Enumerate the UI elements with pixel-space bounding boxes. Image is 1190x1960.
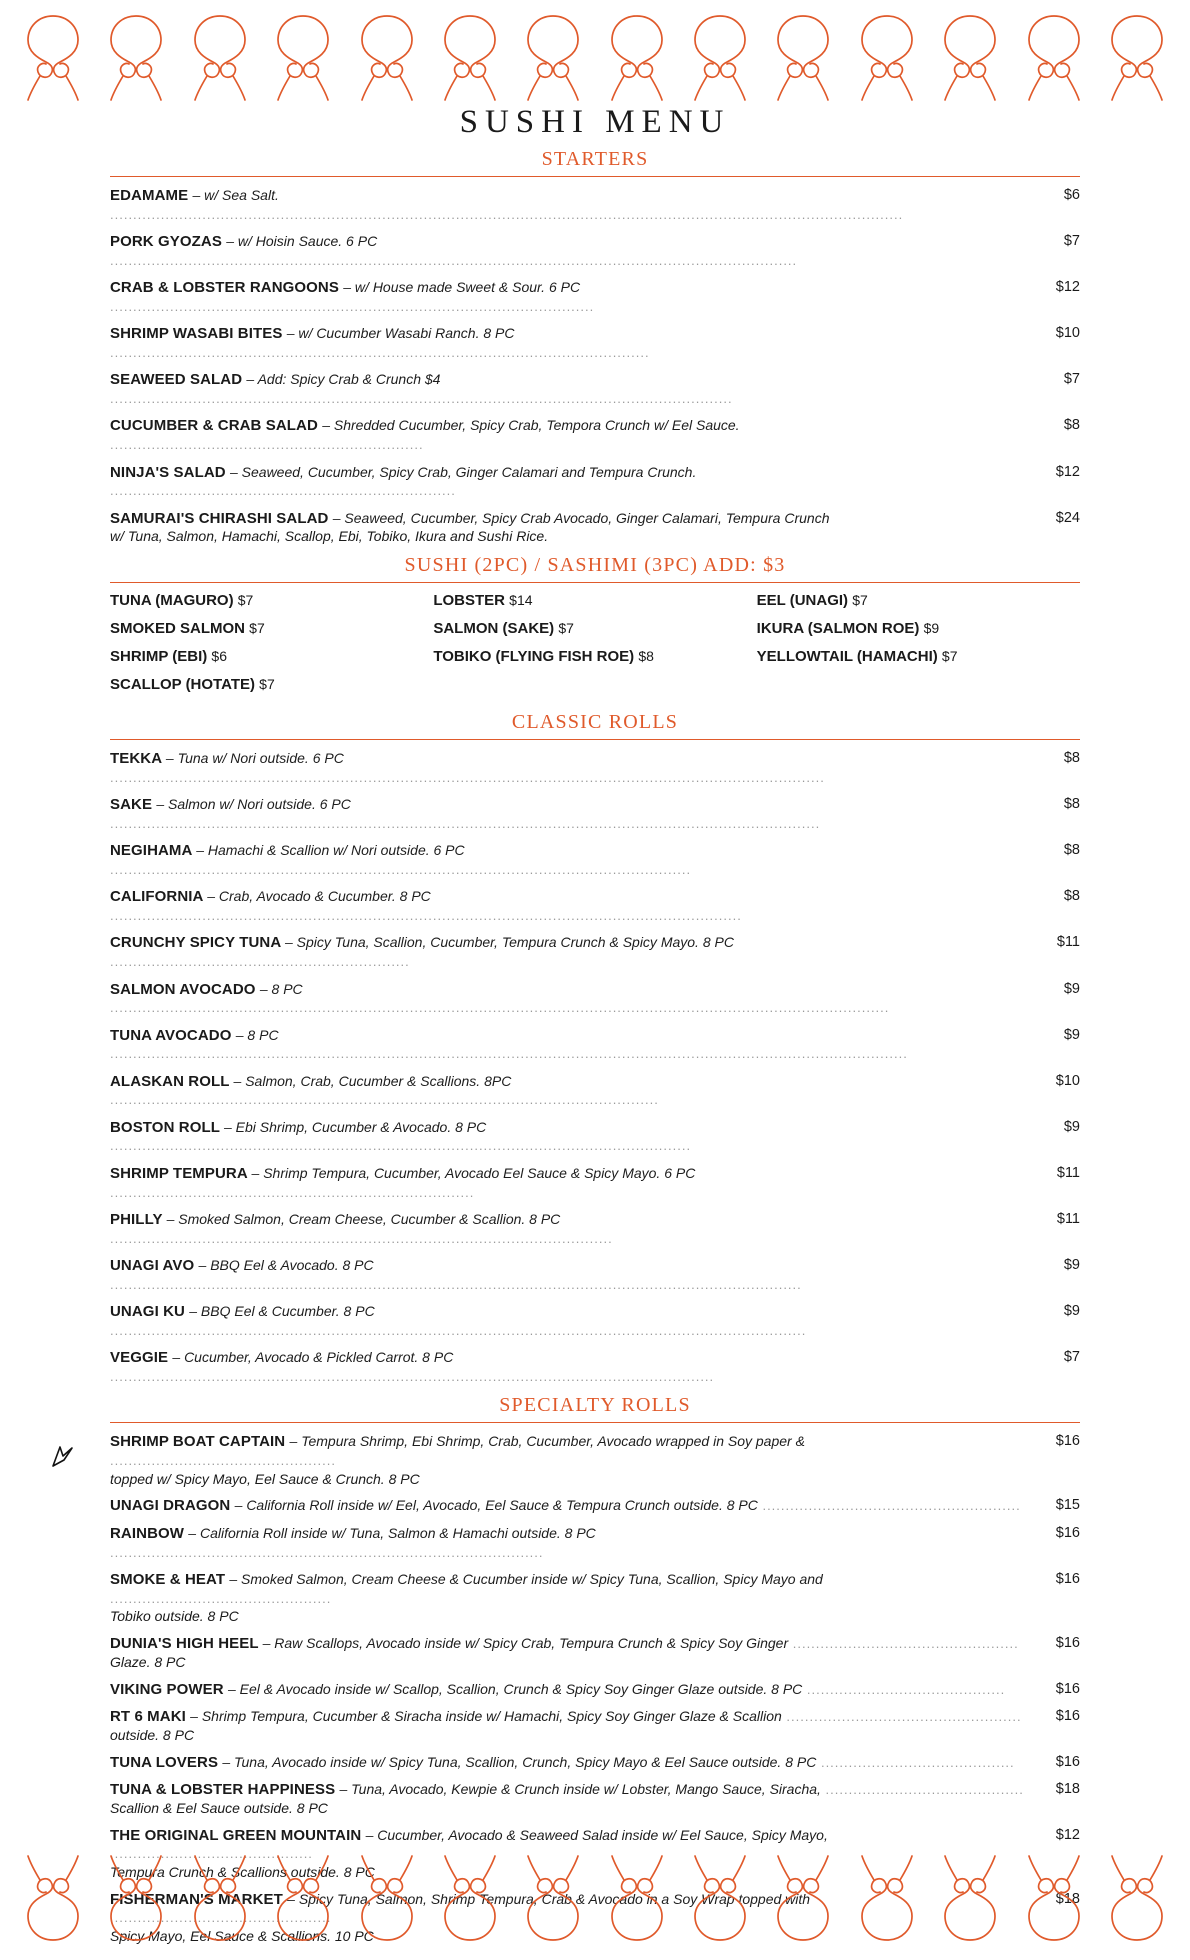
- menu-item-description: – Tuna w/ Nori outside. 6 PC: [165, 750, 344, 767]
- menu-item-name: TUNA AVOCADO: [110, 1026, 236, 1044]
- leader-dots: .................................................: [110, 1452, 336, 1468]
- menu-item-name: PORK GYOZAS: [110, 233, 227, 251]
- menu-item-price: $16: [1055, 1635, 1080, 1652]
- menu-item: [110, 509, 1080, 546]
- menu-item: [110, 1072, 1080, 1110]
- menu-item-text: [110, 1210, 1034, 1248]
- sushi-item-name: LOBSTER: [433, 592, 510, 610]
- menu-item-description: – Salmon w/ Nori outside. 6 PC: [156, 796, 351, 813]
- sushi-item: [110, 676, 423, 694]
- menu-item: [110, 1026, 1080, 1064]
- sushi-item-name: SMOKED SALMON: [110, 620, 250, 638]
- menu-item-price: $8: [1063, 842, 1080, 859]
- sushi-item: [110, 620, 423, 638]
- leader-dots: ....................................................................: [110, 437, 424, 453]
- menu-item-price: $8: [1063, 796, 1080, 813]
- leader-dots: .......................................................................................................................: [110, 1092, 659, 1108]
- menu-item: [110, 1826, 1080, 1882]
- menu-item: [110, 1302, 1080, 1340]
- menu-item-name: PHILLY: [110, 1211, 167, 1229]
- menu-item-price: $24: [1055, 509, 1080, 526]
- sushi-item-price: $7: [237, 592, 254, 609]
- menu-item: [110, 370, 1080, 408]
- leader-dots: ..............................................................................................................................: [110, 1138, 692, 1154]
- menu-item-name: TUNA & LOBSTER HAPPINESS: [110, 1781, 340, 1799]
- menu-item: [110, 980, 1080, 1018]
- menu-item-description: – Hamachi & Scallion w/ Nori outside. 6 PC: [196, 842, 465, 859]
- menu-item-name: DUNIA'S HIGH HEEL: [110, 1635, 263, 1653]
- menu-item-price: $9: [1063, 1118, 1080, 1135]
- menu-item-description: – Spicy Tuna, Scallion, Cucumber, Tempura Crunch & Spicy Mayo. 8 PC: [284, 934, 734, 951]
- menu-item: [110, 1753, 1080, 1773]
- sushi-item: [433, 648, 746, 666]
- sushi-item-price: $7: [852, 592, 868, 609]
- divider-sushi-sashimi: [110, 582, 1080, 583]
- menu-item-price: $12: [1055, 1826, 1080, 1843]
- menu-item-price: $7: [1063, 371, 1080, 388]
- leader-dots: ............................................................................................................................................................................: [110, 206, 904, 222]
- leader-dots: ..........................................: [816, 1754, 1015, 1770]
- menu-item-price: $18: [1055, 1890, 1080, 1907]
- leader-dots: .............................................................................................................................................................................: [110, 1046, 908, 1062]
- menu-item-text: [110, 232, 1034, 270]
- menu-item-text: [110, 1256, 1034, 1294]
- menu-item-price: $16: [1055, 1708, 1080, 1725]
- ornament-motif: [18, 1854, 88, 1942]
- sushi-item-name: TOBIKO (FLYING FISH ROE): [433, 648, 639, 666]
- leader-dots: .............................................................................................................: [110, 1230, 613, 1246]
- menu-item-text: [110, 416, 1034, 454]
- sushi-column-3: [757, 592, 1080, 704]
- menu-item-description: – BBQ Eel & Avocado. 8 PC: [198, 1257, 374, 1274]
- menu-item: [110, 1118, 1080, 1156]
- menu-item-name: SHRIMP WASABI BITES: [110, 325, 287, 343]
- menu-item-description-line2: topped w/ Spicy Mayo, Eel Sauce & Crunch. 8 PC: [110, 1470, 420, 1487]
- leader-dots: .........................................................................................................................................................................: [110, 1000, 890, 1016]
- menu-item-text: [110, 1707, 1034, 1744]
- menu-item-description: – Cucumber, Avocado & Pickled Carrot. 8 PC: [172, 1349, 454, 1366]
- menu-item-price: $8: [1063, 750, 1080, 767]
- menu-item-text: [110, 1118, 1034, 1156]
- mouse-cursor-icon: [50, 1444, 76, 1470]
- menu-item-text: [110, 1826, 1034, 1882]
- sushi-item-name: IKURA (SALMON ROE): [756, 620, 924, 638]
- leader-dots: ...........................................: [802, 1681, 1006, 1697]
- menu-item-description: – Tuna, Avocado inside w/ Spicy Tuna, Scallion, Crunch, Spicy Mayo & Eel Sauce outside. 8 PC: [222, 1753, 817, 1770]
- leader-dots: ......................................................................................................................................................: [110, 1276, 802, 1292]
- menu-item-description: – Ebi Shrimp, Cucumber & Avocado. 8 PC: [224, 1118, 487, 1135]
- menu-item-description: – Add: Spicy Crab & Crunch $4: [246, 371, 441, 388]
- leader-dots: .................................................: [788, 1636, 1019, 1652]
- leader-dots: .......................................................................................................................................................: [110, 1322, 807, 1338]
- menu-item: [110, 324, 1080, 362]
- menu-item-text: [110, 887, 1034, 925]
- menu-item: [110, 1496, 1080, 1516]
- leader-dots: .................................................................: [110, 954, 410, 970]
- sushi-item-price: $7: [249, 620, 265, 637]
- menu-item-text: [110, 1570, 1034, 1626]
- menu-item-text: [110, 1753, 1034, 1773]
- menu-item-text: [110, 278, 1034, 316]
- sushi-column-1: [110, 592, 433, 704]
- menu-item-description: – Seaweed, Cucumber, Spicy Crab Avocado, Ginger Calamari, Tempura Crunch: [332, 509, 830, 526]
- sushi-item-name: SHRIMP (EBI): [110, 648, 212, 666]
- menu-item-name: BOSTON ROLL: [110, 1118, 224, 1136]
- menu-item-text: [110, 1496, 1034, 1516]
- section-heading-sushi-sashimi: SUSHI (2PC) / SASHIMI (3PC) ADD: $3: [404, 554, 786, 577]
- menu-item-description: – Smoked Salmon, Cream Cheese & Cucumber inside w/ Spicy Tuna, Scallion, Spicy Mayo and: [229, 1571, 823, 1588]
- sushi-item-name: SALMON (SAKE): [433, 620, 559, 638]
- menu-item-name: FISHERMAN'S MARKET: [110, 1890, 288, 1908]
- menu-item: [110, 1524, 1080, 1562]
- menu-item: [110, 278, 1080, 316]
- menu-item-price: $10: [1055, 325, 1080, 342]
- menu-item: [110, 1432, 1080, 1488]
- menu-item-name: EDAMAME: [110, 187, 193, 204]
- sushi-item: [757, 592, 1070, 610]
- leader-dots: .......................................................................................................................................: [110, 390, 733, 406]
- menu-item-text: [110, 1026, 1034, 1064]
- leader-dots: ........................................................: [757, 1498, 1021, 1514]
- menu-item: [110, 749, 1080, 787]
- menu-item-text: [110, 1348, 1034, 1386]
- leader-dots: ...............................................................................: [110, 1184, 475, 1200]
- menu-item-price: $6: [1063, 187, 1080, 203]
- menu-item-price: $10: [1055, 1072, 1080, 1089]
- menu-item-text: [110, 1780, 1034, 1817]
- divider-starters: [110, 176, 1080, 177]
- menu-item-price: $9: [1063, 1257, 1080, 1274]
- menu-item-description-line2: Spicy Mayo, Eel Sauce & Scallions. 10 PC: [110, 1927, 374, 1944]
- menu-item-text: [110, 1302, 1034, 1340]
- menu-item-name: SEAWEED SALAD: [110, 371, 247, 389]
- leader-dots: .....................................................................................................................................................: [110, 252, 798, 268]
- menu-item-text: [110, 1890, 1034, 1946]
- menu-item-text: [110, 1524, 1034, 1562]
- menu-item-text: [110, 1634, 1034, 1671]
- menu-item-text: [110, 841, 1034, 879]
- menu-item-description: – 8 PC: [259, 980, 303, 997]
- menu-item: [110, 1256, 1080, 1294]
- divider-classic-rolls: [110, 739, 1080, 740]
- leader-dots: ............................................: [110, 1846, 313, 1862]
- menu-item-description: – w/ Sea Salt.: [192, 187, 279, 203]
- menu-item-description: – Tempura Shrimp, Ebi Shrimp, Crab, Cucumber, Avocado wrapped in Soy paper &: [289, 1433, 805, 1450]
- menu-item: [110, 1890, 1080, 1946]
- menu-item-description: – Eel & Avocado inside w/ Scallop, Scallion, Crunch & Spicy Soy Ginger Glaze outside. 8 PC: [227, 1680, 803, 1697]
- menu-item-name: RT 6 MAKI: [110, 1708, 191, 1726]
- menu-item-text: [110, 1432, 1034, 1488]
- sushi-item: [110, 648, 423, 666]
- menu-item-description: – Raw Scallops, Avocado inside w/ Spicy Crab, Tempura Crunch & Spicy Soy Ginger: [262, 1635, 789, 1652]
- menu-item-description-line2: w/ Tuna, Salmon, Hamachi, Scallop, Ebi, Tobiko, Ikura and Sushi Rice.: [110, 528, 549, 545]
- menu-item-text: [110, 1164, 1034, 1202]
- menu-item-description: – w/ House made Sweet & Sour. 6 PC: [343, 279, 581, 296]
- menu-item: [110, 1570, 1080, 1626]
- menu-item: [110, 1164, 1080, 1202]
- menu-item-text: [110, 186, 1034, 224]
- menu-item-name: UNAGI KU: [110, 1303, 190, 1321]
- menu-item: [110, 186, 1080, 224]
- menu-item-price: $8: [1063, 417, 1080, 434]
- menu-item: [110, 416, 1080, 454]
- sushi-item: [433, 592, 746, 610]
- menu-item-description: – Shrimp Tempura, Cucumber & Siracha inside w/ Hamachi, Spicy Soy Ginger Glaze & Scallion: [190, 1708, 782, 1725]
- menu-item-price: $16: [1055, 1753, 1080, 1770]
- menu-item: [110, 1707, 1080, 1744]
- leader-dots: ................................................: [110, 1910, 332, 1926]
- menu-item-text: [110, 463, 1034, 501]
- menu-item-name: CRUNCHY SPICY TUNA: [110, 934, 285, 952]
- menu-item-text: [110, 933, 1034, 971]
- leader-dots: ................................................: [110, 1590, 332, 1606]
- menu-item-name: CUCUMBER & CRAB SALAD: [110, 417, 323, 435]
- menu-item: [110, 1348, 1080, 1386]
- menu-item-price: $11: [1056, 1211, 1080, 1228]
- sushi-item-name: SCALLOP (HOTATE): [110, 676, 260, 694]
- menu-item-description: – California Roll inside w/ Tuna, Salmon & Hamachi outside. 8 PC: [188, 1524, 596, 1541]
- menu-item: [110, 1634, 1080, 1671]
- menu-item-name: SHRIMP TEMPURA: [110, 1164, 252, 1182]
- menu-item: [110, 795, 1080, 833]
- menu-item-name: CRAB & LOBSTER RANGOONS: [110, 279, 344, 297]
- menu-item-text: [110, 980, 1034, 1018]
- sushi-item: [433, 620, 746, 638]
- menu-item-name: TEKKA: [110, 750, 166, 768]
- menu-item-name: SMOKE & HEAT: [110, 1571, 230, 1589]
- menu-item: [110, 1680, 1080, 1700]
- ornament-motif: [18, 14, 88, 102]
- menu-item-name: SALMON AVOCADO: [110, 980, 260, 998]
- sushi-item-name: TUNA (MAGURO): [110, 592, 238, 610]
- menu-item-name: UNAGI AVO: [110, 1257, 199, 1275]
- menu-item: [110, 1780, 1080, 1817]
- sushi-column-2: [433, 592, 756, 704]
- leader-dots: .........................................................................................................................................: [110, 907, 742, 923]
- menu-item-description: – Shrimp Tempura, Cucumber, Avocado Eel Sauce & Spicy Mayo. 6 PC: [251, 1164, 696, 1181]
- menu-item-price: $18: [1055, 1781, 1080, 1798]
- sushi-item-price: $6: [211, 648, 227, 665]
- menu-item-price: $8: [1063, 888, 1080, 905]
- menu-item-price: $16: [1055, 1571, 1080, 1588]
- menu-item-description: – Seaweed, Cucumber, Spicy Crab, Ginger Calamari and Tempura Crunch.: [229, 463, 697, 480]
- menu-item-name: CALIFORNIA: [110, 888, 208, 906]
- menu-item-name: UNAGI DRAGON: [110, 1497, 235, 1515]
- sushi-item-price: $8: [638, 648, 654, 665]
- menu-item-name: ALASKAN ROLL: [110, 1072, 234, 1090]
- menu-item-text: [110, 795, 1034, 833]
- sushi-item-name: EEL (UNAGI): [756, 592, 853, 610]
- section-heading-specialty-rolls: SPECIALTY ROLLS: [499, 1394, 691, 1417]
- sushi-item-price: $14: [509, 592, 533, 609]
- menu-item-name: THE ORIGINAL GREEN MOUNTAIN: [110, 1826, 366, 1844]
- menu-item-description: – Tuna, Avocado, Kewpie & Crunch inside w/ Lobster, Mango Sauce, Siracha,: [339, 1781, 821, 1798]
- menu-item-text: [110, 324, 1034, 362]
- menu-item-name: TUNA LOVERS: [110, 1753, 223, 1771]
- menu-item-price: $11: [1056, 934, 1080, 951]
- menu-item-description: – BBQ Eel & Cucumber. 8 PC: [189, 1303, 375, 1320]
- menu-item-description-line2: Glaze. 8 PC: [110, 1653, 186, 1670]
- menu-item-price: $9: [1063, 1026, 1080, 1043]
- menu-item-name: VEGGIE: [110, 1349, 173, 1367]
- divider-specialty-rolls: [110, 1422, 1080, 1423]
- leader-dots: ..............................................................................................................................: [110, 861, 692, 877]
- leader-dots: ...........................................................................: [110, 483, 456, 499]
- menu-item-description: – w/ Hoisin Sauce. 6 PC: [226, 233, 378, 250]
- menu-item-description: – w/ Cucumber Wasabi Ranch. 8 PC: [286, 325, 515, 342]
- menu-item-price: $15: [1055, 1497, 1080, 1514]
- menu-item-text: [110, 749, 1034, 787]
- menu-item-description: – 8 PC: [235, 1026, 279, 1043]
- menu-item-description-line2: Scallion & Eel Sauce outside. 8 PC: [110, 1799, 328, 1816]
- menu-item-price: $12: [1055, 463, 1080, 480]
- menu-item-price: $11: [1056, 1164, 1080, 1181]
- menu-item-name: NINJA'S SALAD: [110, 463, 230, 481]
- section-heading-classic-rolls: CLASSIC ROLLS: [511, 711, 679, 734]
- menu-item-text: [110, 370, 1034, 408]
- menu-item-price: $7: [1063, 1349, 1080, 1366]
- leader-dots: ...........................................: [820, 1782, 1024, 1798]
- sushi-item-price: $9: [923, 620, 940, 637]
- ornament-motif: [1102, 1854, 1172, 1942]
- menu-item-description-line2: outside. 8 PC: [110, 1726, 195, 1743]
- leader-dots: .....................................................................................................................: [110, 344, 650, 360]
- sushi-item: [757, 648, 1070, 666]
- menu-item-description: – Salmon, Crab, Cucumber & Scallions. 8PC: [233, 1072, 512, 1089]
- menu-item: [110, 1210, 1080, 1248]
- leader-dots: ...................................................: [781, 1709, 1022, 1725]
- ornament-motif: [1102, 14, 1172, 102]
- menu-item: [110, 232, 1080, 270]
- sushi-item: [110, 592, 423, 610]
- menu-item-name: RAINBOW: [110, 1524, 189, 1542]
- menu-item: [110, 841, 1080, 879]
- menu-item-description: – Cucumber, Avocado & Seaweed Salad inside w/ Eel Sauce, Spicy Mayo,: [365, 1826, 828, 1843]
- sushi-sashimi-grid: [110, 592, 1080, 704]
- menu-item-name: NEGIHAMA: [110, 842, 197, 860]
- sushi-item-price: $7: [558, 620, 574, 637]
- menu-item-price: $9: [1063, 980, 1080, 997]
- sushi-item-price: $7: [259, 676, 275, 693]
- menu-item-name: SHRIMP BOAT CAPTAIN: [110, 1433, 290, 1451]
- leader-dots: ..............................................................................................: [110, 1544, 544, 1560]
- menu-item-description: – Spicy Tuna, Salmon, Shrimp Tempura, Crab & Avocado in a Soy Wrap topped with: [287, 1890, 811, 1907]
- menu-item-price: $16: [1055, 1433, 1080, 1450]
- menu-item-text: [110, 509, 1034, 546]
- sushi-item-name: YELLOWTAIL (HAMACHI): [756, 648, 942, 666]
- menu-item: [110, 463, 1080, 501]
- menu-item-price: $9: [1063, 1303, 1080, 1320]
- menu-item-price: $16: [1055, 1680, 1080, 1697]
- classic-rolls-list: [110, 749, 1080, 1386]
- starters-list: [110, 186, 1080, 546]
- menu-item-description: – Crab, Avocado & Cucumber. 8 PC: [207, 888, 431, 905]
- menu-item-text: [110, 1680, 1034, 1700]
- leader-dots: .........................................................................................................: [110, 298, 595, 314]
- section-heading-starters: STARTERS: [541, 148, 649, 170]
- menu-item-price: $7: [1063, 233, 1080, 250]
- menu-item-price: $16: [1055, 1524, 1080, 1541]
- page-title: SUSHI MENU: [459, 104, 731, 140]
- menu-item-name: SAMURAI'S CHIRASHI SALAD: [110, 509, 333, 527]
- menu-item-name: VIKING POWER: [110, 1680, 228, 1698]
- menu-item: [110, 887, 1080, 925]
- menu-item-name: SAKE: [110, 796, 157, 814]
- leader-dots: ...........................................................................................................................................................: [110, 769, 825, 785]
- menu-item-text: [110, 1072, 1034, 1110]
- leader-dots: ...................................................................................................................................: [110, 1368, 715, 1384]
- menu-item-description: – California Roll inside w/ Eel, Avocado, Eel Sauce & Tempura Crunch outside. 8 PC: [234, 1497, 758, 1514]
- menu-item-price: $12: [1055, 279, 1080, 296]
- sushi-item-price: $7: [941, 648, 958, 665]
- menu-item-description-line2: Tempura Crunch & Scallions outside. 8 PC: [110, 1863, 375, 1880]
- sushi-item: [757, 620, 1070, 638]
- specialty-rolls-list: [110, 1432, 1080, 1945]
- menu-item: [110, 933, 1080, 971]
- menu-item-description: – Smoked Salmon, Cream Cheese, Cucumber & Scallion. 8 PC: [166, 1211, 561, 1228]
- menu-item-description-line2: Tobiko outside. 8 PC: [110, 1608, 239, 1625]
- menu-item-description: – Shredded Cucumber, Spicy Crab, Tempora Crunch w/ Eel Sauce.: [322, 417, 740, 434]
- leader-dots: ..........................................................................................................................................................: [110, 815, 821, 831]
